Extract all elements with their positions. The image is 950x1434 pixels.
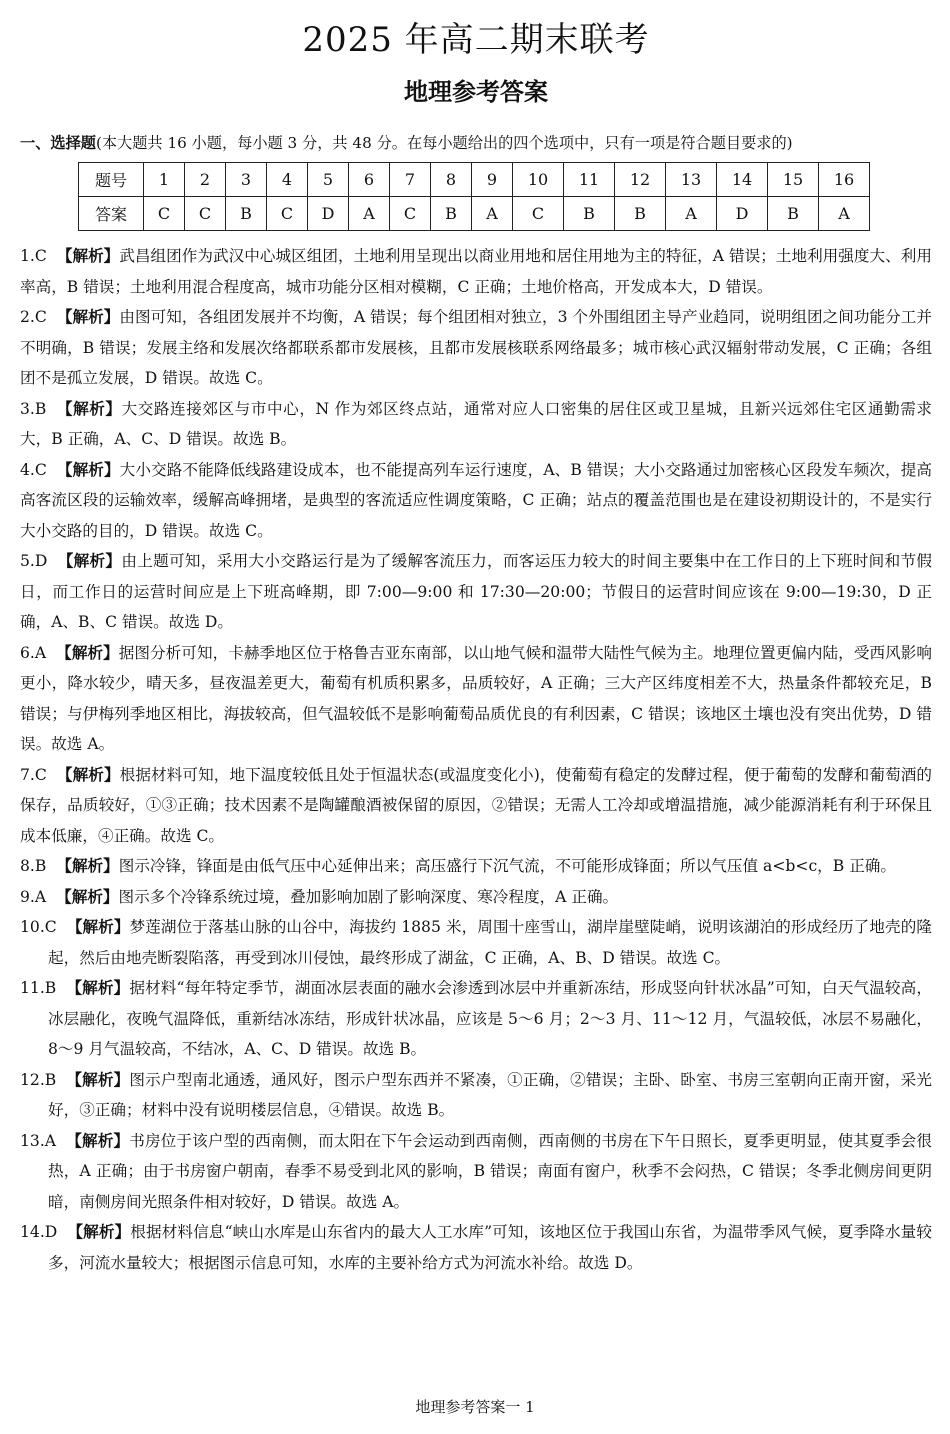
answer-table [78, 162, 870, 231]
explanation-tag: 【解析】 [56, 857, 119, 875]
item-number: 13.A [20, 1131, 57, 1150]
exam-title: 2025 年高二期末联考 [302, 20, 650, 60]
explanation-list [20, 241, 932, 1278]
answer-cell: D [308, 197, 349, 231]
item-text: 书房位于该户型的西南侧，而太阳在下午会运动到西南侧，西南侧的书房在下午日照长，夏季更明显，使其夏季会很热，A 正确；由于书房窗户朝南，春季不易受到北风的影响，B 错误；南面有窗户，秋季不会闷热，C 错误；冬季北侧房间更阴暗，南侧房间光照条件相对较好，D 错误。故选 A。 [48, 1131, 932, 1211]
item-text: 图示冷锋，锋面是由低气压中心延伸出来；高压盛行下沉气流，不可能形成锋面；所以气压值 a<b<c，B 正确。 [118, 857, 896, 875]
explanation-tag: 【解析】 [66, 918, 130, 936]
item-number: 2.C [20, 308, 47, 326]
section-note: (本大题共 16 小题，每小题 3 分，共 48 分。在每小题给出的四个选项中，只有一项是符合题目要求的) [95, 134, 793, 152]
explanation-item [20, 1217, 932, 1278]
explanation-item [20, 546, 932, 638]
answer-cell: C [185, 197, 226, 231]
answer-table-answer-row [79, 197, 870, 231]
answer-cell: A [666, 197, 717, 231]
explanation-tag: 【解析】 [67, 1223, 131, 1241]
item-number: 6.A [20, 643, 47, 662]
item-text: 图示多个冷锋系统过境，叠加影响加剧了影响深度、寒冷程度，A 正确。 [118, 887, 619, 906]
question-number: 1 [144, 163, 185, 197]
explanation-item [20, 1126, 932, 1218]
explanation-item [20, 1065, 932, 1126]
item-text: 大小交路不能降低线路建设成本，也不能提高列车运行速度，A、B 错误；大小交路通过加密核心区段发车频次，提高高客流区段的运输效率，缓解高峰拥堵，是典型的客流适应性调度策略，C 正确；站点的覆盖范围也是在建设初期设计的，不是实行大小交路的目的，D 错误。故选 C。 [20, 460, 932, 540]
question-number: 15 [768, 163, 819, 197]
item-number: 12.B [20, 1070, 57, 1089]
item-text: 根据材料信息“峡山水库是山东省内的最大人工水库”可知，该地区位于我国山东省，为温带季风气候，夏季降水量较多，河流水量较大；根据图示信息可知，水库的主要补给方式为河流水补给。故选 D。 [48, 1223, 932, 1272]
answer-cell: C [513, 197, 564, 231]
question-number: 12 [615, 163, 666, 197]
page-footer: 地理参考答案一 1 [415, 1398, 535, 1416]
explanation-tag: 【解析】 [57, 552, 122, 570]
answer-cell: B [768, 197, 819, 231]
item-text: 梦莲湖位于落基山脉的山谷中，海拔约 1885 米，周围十座雪山，湖岸崖壁陡峭，说明该湖泊的形成经历了地壳的隆起，然后由地壳断裂陷落，再受到冰川侵蚀，最终形成了湖盆，C 正确，A、B、D 错误。故选 C。 [48, 918, 932, 967]
item-text: 由图可知，各组团发展并不均衡，A 错误；每个组团相对独立，3 个外围组团主导产业趋同，说明组团之间功能分工并不明确，B 错误；发展主络和发展次络都联系都市发展核，且都市发展核联系网络最多；城市核心武汉辐射带动发展，C 正确；各组团不是孤立发展，D 错误。故选 C。 [20, 308, 932, 387]
answer-cell: B [615, 197, 666, 231]
row-label-number: 题号 [79, 163, 144, 197]
question-number: 4 [267, 163, 308, 197]
row-label-answer: 答案 [79, 197, 144, 231]
answer-cell: C [390, 197, 431, 231]
explanation-item [20, 394, 932, 455]
item-number: 11.B [20, 979, 57, 997]
question-number: 9 [472, 163, 513, 197]
explanation-item [20, 912, 932, 973]
answer-cell: B [564, 197, 615, 231]
explanation-tag: 【解析】 [66, 979, 130, 997]
item-text: 大交路连接郊区与市中心，N 作为郊区终点站，通常对应人口密集的居住区或卫星城，且新兴远郊住宅区通勤需求大，B 正确，A、C、D 错误。故选 B。 [20, 399, 932, 448]
explanation-item [20, 973, 932, 1065]
item-text: 根据材料可知，地下温度较低且处于恒温状态(或温度变化小)，使葡萄有稳定的发酵过程，便于葡萄的发酵和葡萄酒的保存，品质较好，①③正确；技术因素不是陶罐酿酒被保留的原因，②错误；无需人工冷却或增温措施，减少能源消耗有利于环保且成本低廉，④正确。故选 C。 [20, 765, 932, 845]
document-subtitle: 地理参考答案 [404, 78, 548, 106]
item-text: 图示户型南北通透，通风好，图示户型东西并不紧凑，①正确，②错误；主卧、卧室、书房三室朝向正南开窗，采光好，③正确；材料中没有说明楼层信息，④错误。故选 B。 [48, 1070, 932, 1119]
question-number: 13 [666, 163, 717, 197]
answer-table-number-row [79, 163, 870, 197]
item-number: 3.B [20, 399, 47, 418]
explanation-item [20, 882, 932, 913]
item-number: 14.D [20, 1223, 58, 1241]
item-text: 由上题可知，采用大小交路运行是为了缓解客流压力，而客运压力较大的时间主要集中在工作日的上下班时间和节假日，而工作日的运营时间应是上下班高峰期，即 7:00—9:00 和 17:30—20:00；节假日的运营时间应该在 9:00—19:30，D 正确，A、B、C 错误。故选 D。 [20, 552, 932, 631]
item-text: 据材料“每年特定季节，湖面冰层表面的融水会渗透到冰层中并重新冻结，形成竖向针状冰晶”可知，白天气温较高，冰层融化，夜晚气温降低，重新结冰冻结，形成针状冰晶，应该是 5～6 月；2～3 月、11～12 月，气温较低，冰层不易融化，8～9 月气温较高，不结冰，A、C、D 错误。故选 B。 [48, 979, 932, 1058]
explanation-item [20, 302, 932, 394]
explanation-tag: 【解析】 [56, 765, 120, 784]
question-number: 14 [717, 163, 768, 197]
explanation-tag: 【解析】 [56, 247, 120, 265]
item-number: 8.B [20, 857, 47, 875]
question-number: 6 [349, 163, 390, 197]
explanation-tag: 【解析】 [56, 887, 119, 906]
item-text: 武昌组团作为武汉中心城区组团，土地利用呈现出以商业用地和居住用地为主的特征，A 错误；土地利用强度大、利用率高，B 错误；土地利用混合程度高，城市功能分区相对模糊，C 正确；土地价格高，开发成本大，D 错误。 [20, 247, 932, 296]
explanation-tag: 【解析】 [56, 460, 120, 479]
question-number: 10 [513, 163, 564, 197]
explanation-item [20, 851, 932, 882]
question-number: 3 [226, 163, 267, 197]
explanation-tag: 【解析】 [66, 1131, 130, 1150]
answer-cell: A [472, 197, 513, 231]
answer-cell: B [226, 197, 267, 231]
explanation-item [20, 241, 932, 302]
item-number: 1.C [20, 247, 47, 265]
explanation-tag: 【解析】 [66, 1070, 130, 1089]
item-number: 5.D [20, 552, 48, 570]
explanation-item [20, 760, 932, 852]
item-number: 4.C [20, 460, 47, 479]
question-number: 5 [308, 163, 349, 197]
answer-cell: A [349, 197, 390, 231]
question-number: 16 [819, 163, 870, 197]
answer-cell: A [819, 197, 870, 231]
question-number: 7 [390, 163, 431, 197]
explanation-tag: 【解析】 [56, 643, 119, 662]
item-number: 10.C [20, 918, 57, 936]
item-number: 9.A [20, 887, 47, 906]
answer-cell: D [717, 197, 768, 231]
explanation-item [20, 638, 932, 760]
explanation-tag: 【解析】 [56, 308, 120, 326]
section-heading [20, 132, 932, 154]
explanation-item [20, 455, 932, 547]
item-number: 7.C [20, 765, 47, 784]
answer-cell: B [431, 197, 472, 231]
question-number: 8 [431, 163, 472, 197]
question-number: 2 [185, 163, 226, 197]
explanation-tag: 【解析】 [56, 399, 122, 418]
section-title: 一、选择题 [20, 134, 96, 152]
item-text: 据图分析可知，卡赫季地区位于格鲁吉亚东南部，以山地气候和温带大陆性气候为主。地理位置更偏内陆，受西风影响更小，降水较少，晴天多，昼夜温差更大，葡萄有机质积累多，品质较好，A 正确；三大产区纬度相差不大，热量条件都较充足，B 错误；与伊梅列季地区相比，海拔较高，但气温较低不是影响葡萄品质优良的有利因素，C 错误；该地区土壤也没有突出优势，D 错误。故选 A。 [20, 643, 932, 753]
question-number: 11 [564, 163, 615, 197]
answer-cell: C [144, 197, 185, 231]
answer-cell: C [267, 197, 308, 231]
